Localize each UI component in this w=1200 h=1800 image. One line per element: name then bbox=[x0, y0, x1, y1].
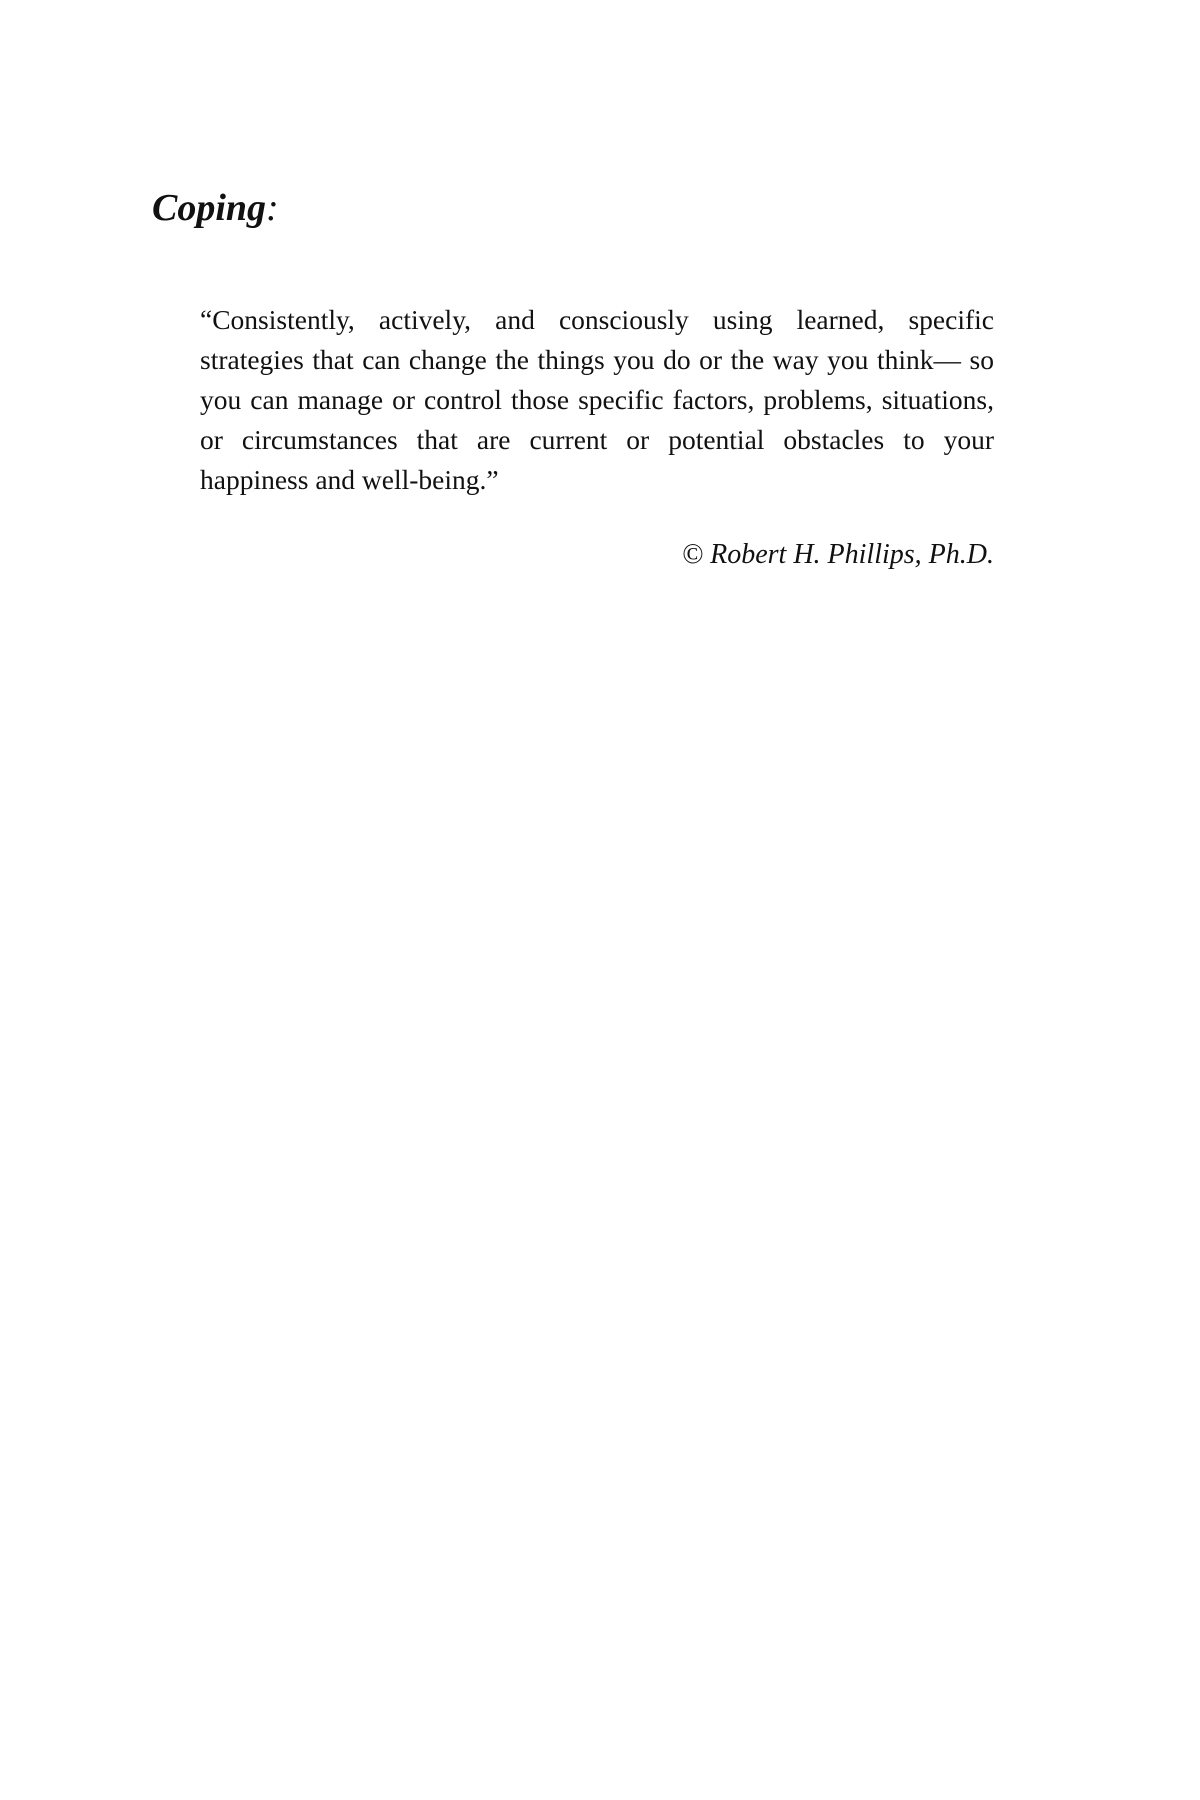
title-term: Coping bbox=[152, 187, 267, 229]
definition-quote: “Consistently, actively, and consciously using learned, specific strategies that can change the things you do or the way you think— so you can manage or control those specific factors, problems, situations, or circumstances that are current or potential obstacles to your happiness and well-being.” bbox=[200, 304, 994, 495]
page-title bbox=[152, 186, 279, 230]
attribution: © Robert H. Phillips, Ph.D. bbox=[681, 539, 994, 570]
title-colon: : bbox=[266, 187, 279, 229]
